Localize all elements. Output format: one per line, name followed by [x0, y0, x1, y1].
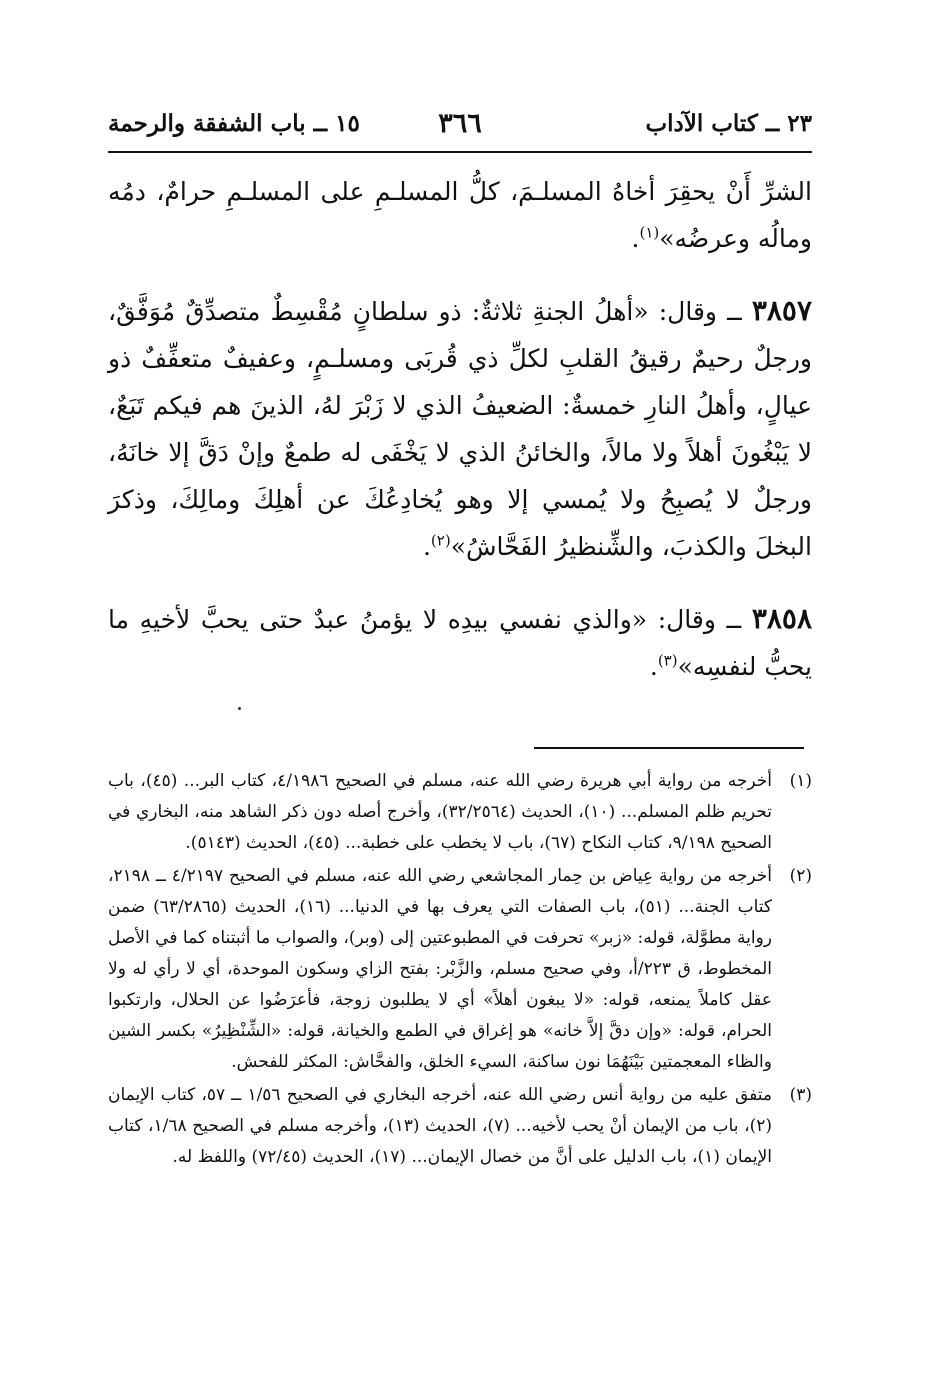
main-text [108, 168, 812, 715]
footnote-1 [108, 766, 812, 859]
footnote-ref-1[interactable]: (١) [639, 223, 660, 242]
hadith-3857 [108, 287, 812, 570]
footnote-ref-2[interactable]: (٢) [430, 531, 451, 550]
continuation-paragraph [108, 168, 812, 262]
hadith-number: ٣٨٥٨ [751, 602, 812, 635]
page-header [108, 108, 812, 144]
continuation-text: الشرِّ أَنْ يحقِرَ أخاهُ المسلـمَ، كلُّ المسلـمِ على المسلـمِ حرامٌ، دمُه ومالُه وعرضُه» [108, 177, 812, 253]
hadith-end: . [649, 652, 658, 681]
footnote-text: متفق عليه من رواية أنس رضي الله عنه، أخرجه البخاري في الصحيح ١/٥٦ ــ ٥٧، كتاب الإيمان (٢)، باب من الإيمان أنْ يحب لأخيه... (٧)، الحديث (١٣)، وأخرجه مسلم في الصحيح ١/٦٨، كتاب الإيمان (١)، باب الدليل على أنَّ من خصال الإيمان... (١٧)، الحديث (٧٢/٤٥) واللفظ له. [108, 1085, 773, 1167]
footnote-number: (١) [789, 771, 812, 791]
footnote-2 [108, 861, 812, 1078]
footnote-text: أخرجه من رواية عِياض بن حِمار المجاشعي رضي الله عنه، مسلم في الصحيح ٤/٢١٩٧ ــ ٢١٩٨، كتاب الجنة... (٥١)، باب الصفات التي يعرف بها في الدنيا... (١٦)، الحديث (٦٣/٢٨٦٥) ضمن رواية مطوَّلة، قوله: «زبر» تحرفت في المطبوعتين إلى (وبر)، والصواب ما أثبتناه كما في الأصل المخطوط، ق ٢٢٣/أ، وفي صحيح مسلم، والزَّبْر: بفتح الزاي وسكون الموحدة، أي لا رأي له ولا عقل كاملاً يمنعه، قوله: «لا يبغون أهلاً» أي لا يطلبون زوجة، فأعرَضُوا عن الحلال، وارتكبوا الحرام، قوله: «وإن دقَّ إلاَّ خانه» هو إغراق في الطمع والخيانة، قوله: «الشِّنْظِيرُ» بكسر الشين والظاء المعجمتين بَيْنَهُمَا نون ساكنة، السيء الخلق، والفحَّاش: المكثر للفحش. [108, 866, 773, 1072]
footnote-ref-3[interactable]: (٣) [657, 651, 678, 670]
continuation-end: . [631, 224, 640, 253]
page-number: ٣٦٦ [438, 108, 482, 139]
chapter-title: ٢٣ ــ كتاب الآداب [645, 110, 812, 137]
footnote-3 [108, 1080, 812, 1173]
print-speck [238, 707, 241, 710]
footnote-number: (٣) [789, 1085, 812, 1105]
footnote-number: (٢) [789, 866, 812, 886]
footnote-text: أخرجه من رواية أبي هريرة رضي الله عنه، مسلم في الصحيح ٤/١٩٨٦، كتاب البر... (٤٥)، باب تحريم ظلم المسلم... (١٠)، الحديث (٣٢/٢٥٦٤)، وأخرج أصله دون ذكر الشاهد منه، البخاري في الصحيح ٩/١٩٨، كتاب النكاح (٦٧)، باب لا يخطب على خطبة... (٤٥)، الحديث (٥١٤٣). [108, 771, 772, 853]
hadith-end: . [422, 532, 431, 561]
header-divider [108, 151, 812, 153]
hadith-number: ٣٨٥٧ [751, 294, 812, 327]
footnotes [108, 766, 812, 1175]
footnote-divider [534, 747, 804, 749]
hadith-text: ــ وقال: «أهلُ الجنةِ ثلاثةٌ: ذو سلطانٍ مُقْسِطٌ متصدِّقٌ مُوَفَّقٌ، ورجلٌ رحيمٌ رقيقُ القلبِ لكلِّ ذي قُربَى ومسلـمٍ، وعفيفٌ متعفِّفٌ ذو عيالٍ، وأهلُ النارِ خمسةٌ: الضعيفُ الذي لا زَبْرَ لهُ، الذينَ هم فيكم تَبَعٌ، لا يَبْغُونَ أهلاً ولا مالاً، والخائنُ الذي لا يَخْفَى له طمعٌ وإنْ دَقَّ إلا خانَهُ، ورجلٌ لا يُصبِحُ ولا يُمسي إلا وهو يُخادِعُكَ عن أهلِكَ ومالِكَ، وذكرَ البخلَ والكذبَ، والشِّنظيرُ الفَحَّاشُ» [108, 297, 812, 561]
hadith-text: ــ وقال: «والذي نفسي بيدِه لا يؤمنُ عبدٌ حتى يحبَّ لأخيهِ ما يحبُّ لنفسِه» [108, 605, 812, 681]
section-title: ١٥ ــ باب الشفقة والرحمة [108, 110, 360, 137]
hadith-3858 [108, 595, 812, 690]
